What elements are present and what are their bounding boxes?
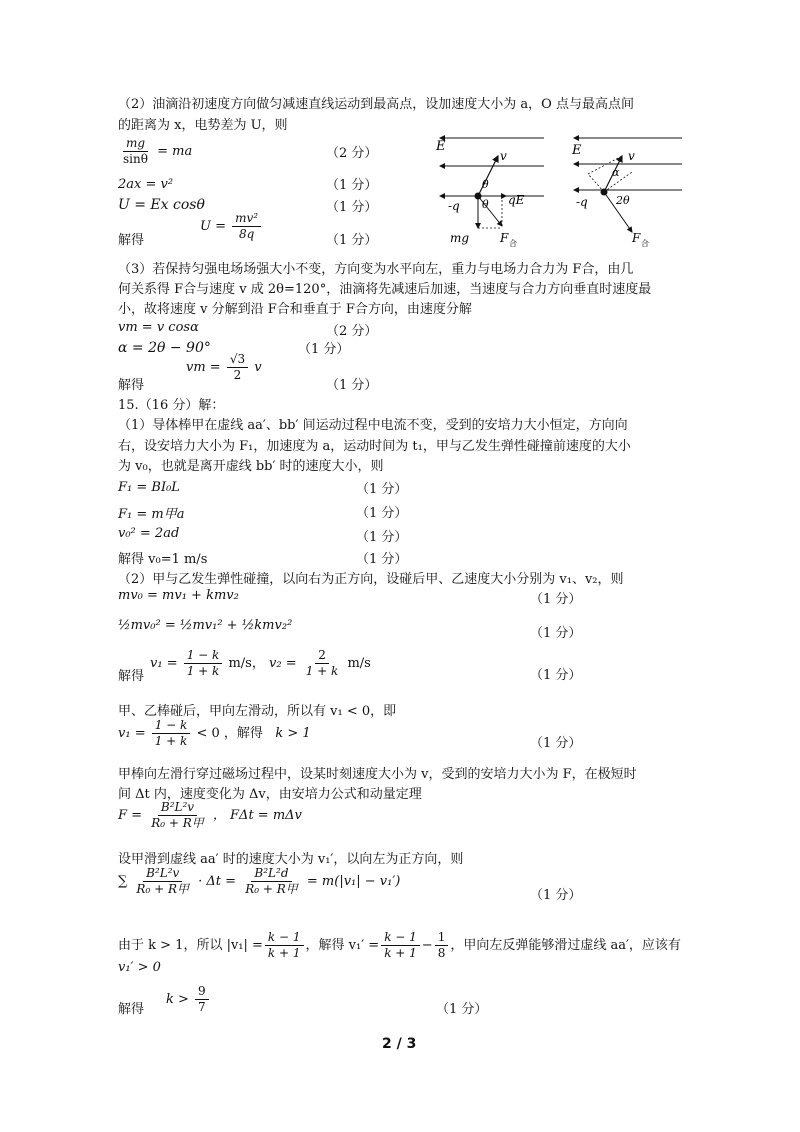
equation: F₁ = BI₀L <box>118 480 180 495</box>
label-theta: θ <box>482 178 489 191</box>
text-line: 间 Δt 内，速度变化为 Δv，由安培力公式和动量定理 <box>118 787 422 802</box>
text-line: 何关系得 F合与速度 v 成 2θ=120°，油滴将先减速后加速，当速度与合力方向垂直时速度最 <box>118 282 652 297</box>
question-header: 15.（16 分）解： <box>118 398 225 413</box>
score: （1 分） <box>530 592 582 607</box>
equation: U = Ex cosθ <box>118 197 205 213</box>
text-line: 右，设安培力大小为 F₁，加速度为 a，运动时间为 t₁，甲与乙发生弹性碰撞前速度的大小 <box>118 439 631 454</box>
jiede-label: 解得 <box>118 1002 145 1017</box>
label-F: F <box>632 231 641 245</box>
equation: U = $\frac{\text{mv²}}{8q}$ <box>200 211 263 242</box>
text-line: 设甲滑到虚线 aa′ 时的速度大小为 v₁′，以向左为正方向，则 <box>118 852 464 867</box>
text-line: 为 v₀，也就是离开虚线 bb′ 时的速度大小，则 <box>118 459 384 474</box>
equation: ½mv₀² = ½mv₁² + ½kmv₂² <box>118 618 293 633</box>
label-mg: mg <box>450 231 470 245</box>
score: （1 分） <box>436 1002 488 1017</box>
score: （2 分） <box>326 324 378 339</box>
score: （1 分） <box>356 530 408 545</box>
label-alpha: α <box>612 166 620 179</box>
score: （1 分） <box>530 888 582 903</box>
jiede-label: 解得 <box>118 378 145 393</box>
equation: v₁ = $\frac{1 - k}{1 + k}$ < 0 ，解得 k > 1 <box>118 718 311 748</box>
label-F: F <box>500 231 509 245</box>
result-line: 解得 v₀=1 m/s <box>118 552 208 567</box>
text-line: 甲棒向左滑行穿过磁场过程中，设某时刻速度大小为 v，受到的安培力大小为 F，在极短时 <box>118 767 637 782</box>
score: （2 分） <box>326 146 378 161</box>
score: （1 分） <box>356 552 408 567</box>
label-v: v <box>500 149 507 163</box>
equation: $\frac{mg}{\sin\theta}$ = ma <box>123 136 193 166</box>
label-neg-q: -q <box>448 199 460 213</box>
score: （1 分） <box>326 178 378 193</box>
equation: v₀² = 2ad <box>118 526 180 541</box>
equation: 2ax = v² <box>118 177 174 192</box>
equation: vm = $\frac{√3}{2}$ v <box>186 352 262 382</box>
label-qE: qE <box>508 193 525 207</box>
force-diagram-2 <box>568 128 688 248</box>
equation: vm = v cosα <box>118 320 199 335</box>
equation: α = 2θ − 90° <box>118 340 211 356</box>
score: （1 分） <box>530 668 582 683</box>
equation: ∑ $\frac{\text{B²L²v}}{\text{R₀ + R甲}}$ · Δt = $\frac{\text{B²L²d}}{\text{R₀ + R甲}}$ = m(|v₁| − v₁′) <box>118 866 401 896</box>
text-line: 由于 k > 1，所以 |v₁| = $\frac{k - 1}{k + 1}$ ，解得 v₁′ = $\frac{k - 1}{k + 1}$ − $\frac{1}{8}$ ，甲向左反弹能够滑过虚线 aa′，应该有 <box>118 930 681 960</box>
label-E: E <box>436 139 446 154</box>
equation: F₁ = m甲a <box>118 507 185 522</box>
text-line: 甲、乙棒碰后，甲向左滑动，所以有 v₁ < 0，即 <box>118 704 397 719</box>
score: （1 分） <box>530 736 582 751</box>
score: （1 分） <box>326 233 378 248</box>
score: （1 分） <box>356 506 408 521</box>
equation: k > $\frac{9}{7}$ <box>166 984 211 1015</box>
equation: v₁′ > 0 <box>118 960 161 975</box>
equation: F = $\frac{\text{B²L²v}}{\text{R₀ + R甲}}$ ， FΔt = mΔv <box>118 800 302 830</box>
jiede-label: 解得 <box>118 669 145 684</box>
label-he: 合 <box>641 239 649 248</box>
score: （1 分） <box>356 482 408 497</box>
label-2theta: 2θ <box>616 194 630 207</box>
text-line: （2）甲与乙发生弹性碰撞，以向右为正方向，设碰后甲、乙速度大小分别为 v₁、v₂，则 <box>118 572 624 587</box>
label-neg-q: -q <box>576 195 588 209</box>
label-he: 合 <box>509 239 517 248</box>
score: （1 分） <box>298 342 350 357</box>
equation: mv₀ = mv₁ + kmv₂ <box>118 588 239 603</box>
label-v: v <box>628 149 635 163</box>
page-number: 2 / 3 <box>382 1036 417 1052</box>
label-E: E <box>572 143 582 158</box>
label-theta: θ <box>482 198 489 211</box>
score: （1 分） <box>326 378 378 393</box>
jiede-label: 解得 <box>118 233 145 248</box>
score: （1 分） <box>326 200 378 215</box>
text-line: （1）导体棒甲在虚线 aa′、bb′ 间运动过程中电流不变，受到的安培力大小恒定，方向向 <box>118 418 628 433</box>
text-line: 小，故将速度 v 分解到沿 F合和垂直于 F合方向，由速度分解 <box>118 302 472 317</box>
text-line: 的距离为 x，电势差为 U，则 <box>118 118 288 133</box>
force-diagram-1 <box>432 128 552 248</box>
text-line: （2）油滴沿初速度方向做匀减速直线运动到最高点，设加速度大小为 a，O 点与最高点间 <box>118 97 634 112</box>
score: （1 分） <box>530 626 582 641</box>
text-line: （3）若保持匀强电场场强大小不变，方向变为水平向左，重力与电场力合力为 F合，由几 <box>118 262 634 277</box>
equation: v₁ = $\frac{1 - k}{1 + k}$ m/s， v₂ = $\frac{2}{1 + k}$ m/s <box>150 648 371 678</box>
